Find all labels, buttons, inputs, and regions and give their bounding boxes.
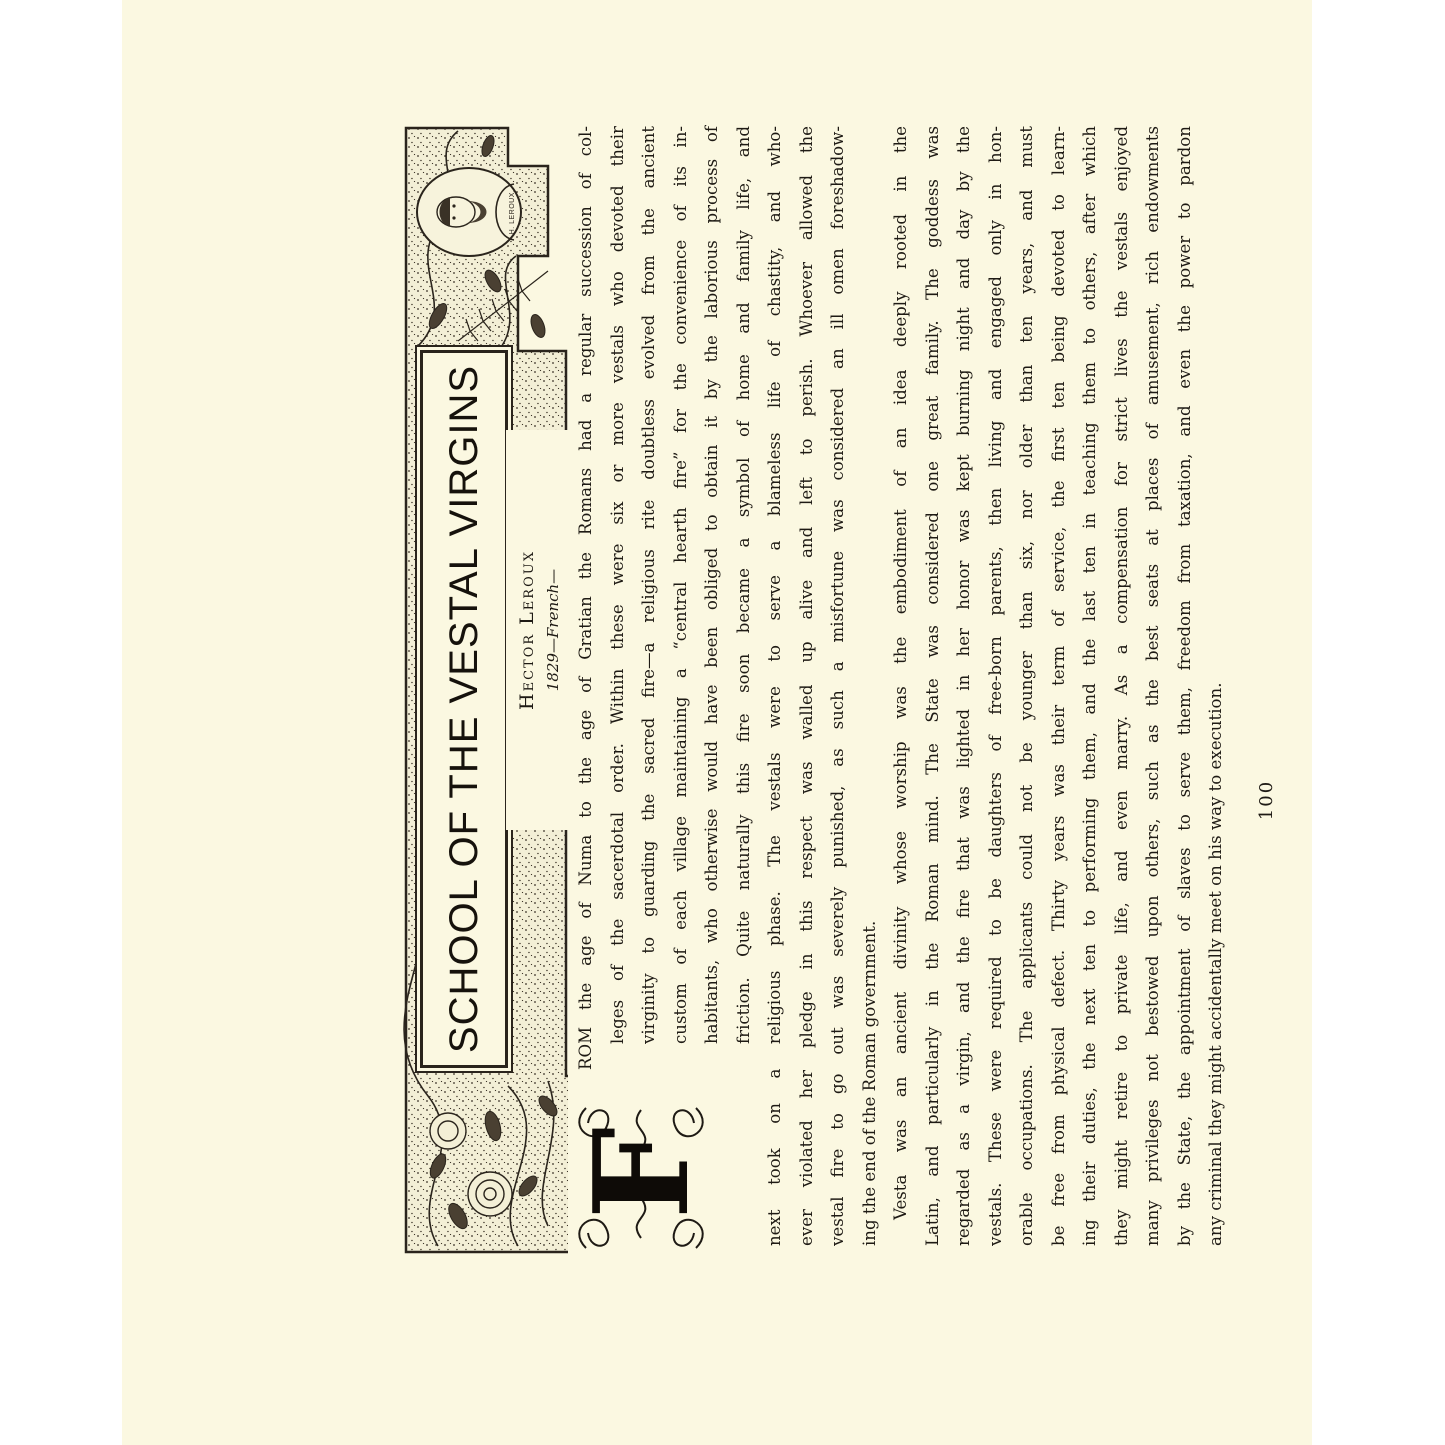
page-number: 100 xyxy=(1256,779,1277,821)
text-line: many privileges not bestowed upon others, such as the best seats at places of amusement, rich endowments xyxy=(1143,126,1162,1246)
text-line: ROM the age of Numa to the age of Gratian the Romans had a regular succession of col- xyxy=(576,126,595,1070)
text-line: ing their duties, the next ten to performing them, and the last ten in teaching them to others, after which xyxy=(1080,126,1099,1246)
text-line: Vesta was an ancient divinity whose worship was the embodiment of an idea deeply rooted in the xyxy=(891,126,910,1220)
text-line: orable occupations. The applicants could not be younger than six, nor older than ten years, and must xyxy=(1017,126,1036,1246)
page-sheet xyxy=(122,0,1312,1445)
text-line: next took on a religious phase. The vestals were to serve a blameless life of chastity, and who- xyxy=(765,126,784,1246)
text-line: by the State, the appointment of slaves to serve them, freedom from taxation, and even the power to pardon xyxy=(1174,126,1194,1246)
text-line: regarded as a virgin, and the fire that was lighted in her honor was kept burning night and day by the xyxy=(954,126,973,1246)
text-line: vestals. These were required to be daughters of free-born parents, then living and engaged only in hon- xyxy=(985,126,1005,1246)
paragraph-2 xyxy=(885,126,1232,1246)
text-line: custom of each village maintaining a “central hearth fire” for the convenience of its in- xyxy=(670,126,690,1044)
drop-cap-letter: F xyxy=(565,1126,718,1220)
text-line: virginity to guarding the sacred fire—a religious rite doubtless evolved from the ancient xyxy=(639,126,658,1044)
text-line: ever violated her pledge in this respect was walled up alive and left to perish. Whoever allowed the xyxy=(796,126,816,1246)
text-line: they might retire to private life, and even marry. As a compensation for strict lives the vestals enjoyed xyxy=(1111,126,1131,1246)
portrait-illustration xyxy=(414,164,524,260)
artist-portrait xyxy=(414,164,524,260)
ornamental-header xyxy=(398,121,568,1256)
paragraph-1-block xyxy=(602,126,760,1044)
title-panel xyxy=(420,350,508,1068)
text-line: friction. Quite naturally this fire soon became a symbol of home and family life, and xyxy=(733,126,753,1044)
paragraph-1-top xyxy=(570,126,602,1070)
byline xyxy=(506,430,574,830)
text-line: vestal fire to go out was severely punished, as such a misfortune was considered an ill omen foreshadow- xyxy=(828,126,847,1246)
rotated-page xyxy=(390,112,1290,1262)
text-line: leges of the sacerdotal order. Within these were six or more vestals who devoted their xyxy=(607,126,627,1044)
text-line: be free from physical defect. Thirty years was their term of service, the first ten being devoted to learn- xyxy=(1048,126,1068,1246)
artist-name: Hector Leroux xyxy=(516,550,538,710)
text-line: ing the end of the Roman government. xyxy=(859,920,879,1246)
page-title: SCHOOL OF THE VESTAL VIRGINS xyxy=(441,364,486,1054)
portrait-signature: H. LEROUX. xyxy=(509,189,516,235)
drop-cap xyxy=(566,1090,716,1258)
text-line: habitants, who otherwise would have been obliged to obtain it by the laborious process of xyxy=(702,126,721,1044)
artist-dates-nationality: 1829—French— xyxy=(544,568,562,692)
text-line: any criminal they might accidentally meet on his way to execution. xyxy=(1206,682,1225,1246)
text-line: Latin, and particularly in the Roman mind. The State was considered one great family. The goddess was xyxy=(922,126,942,1246)
paragraph-1-rest xyxy=(759,126,885,1246)
